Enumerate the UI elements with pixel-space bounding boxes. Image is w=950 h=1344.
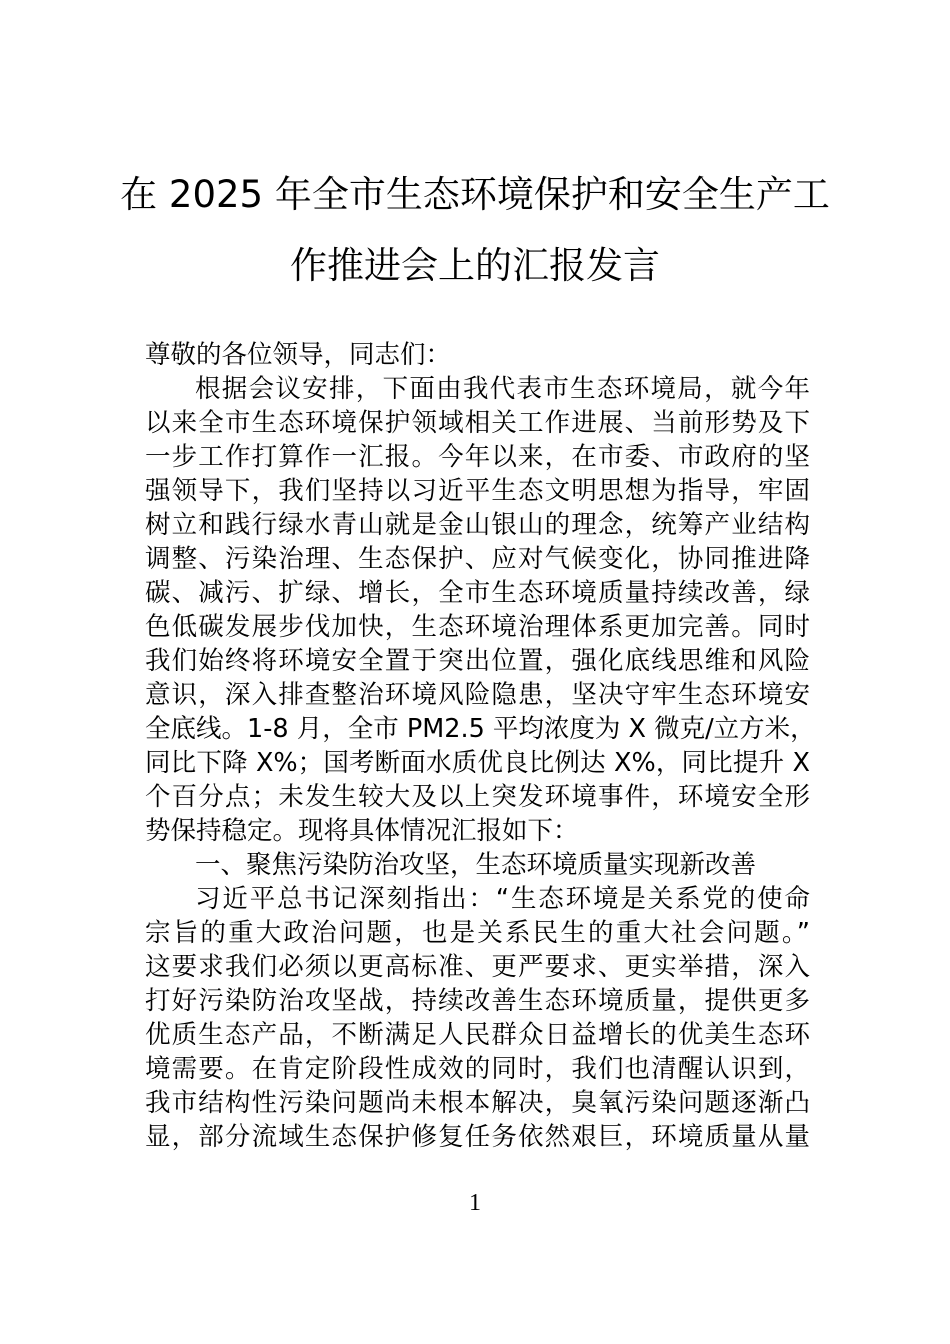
paragraph-line: 这要求我们必须以更高标准、更严要求、更实举措，深入 [145, 952, 810, 982]
paragraph-line: 树立和践行绿水青山就是金山银山的理念，统筹产业结构 [145, 510, 810, 540]
paragraph-line: 我市结构性污染问题尚未根本解决，臭氧污染问题逐渐凸 [145, 1088, 810, 1118]
section-heading: 一、聚焦污染防治攻坚，生态环境质量实现新改善 [195, 850, 757, 880]
paragraph-line: 势保持稳定。现将具体情况汇报如下： [145, 816, 579, 846]
paragraph-line: 境需要。在肯定阶段性成效的同时，我们也清醒认识到， [145, 1054, 810, 1084]
paragraph-line: 打好污染防治攻坚战，持续改善生态环境质量，提供更多 [145, 986, 810, 1016]
paragraph-line: 一步工作打算作一汇报。今年以来，在市委、市政府的坚 [145, 442, 810, 472]
paragraph-line: 习近平总书记深刻指出：“生态环境是关系党的使命 [195, 884, 810, 914]
paragraph-line: 优质生态产品，不断满足人民群众日益增长的优美生态环 [145, 1020, 810, 1050]
paragraph-line: 我们始终将环境安全置于突出位置，强化底线思维和风险 [145, 646, 810, 676]
paragraph-line: 调整、污染治理、生态保护、应对气候变化，协同推进降 [145, 544, 810, 574]
document-title-line-2: 作推进会上的汇报发言 [290, 244, 660, 287]
page-number: 1 [469, 1190, 481, 1216]
document-title-line-1: 在 2025 年全市生态环境保护和安全生产工 [120, 173, 830, 216]
paragraph-line: 个百分点；未发生较大及以上突发环境事件，环境安全形 [145, 782, 810, 812]
paragraph-line: 意识，深入排查整治环境风险隐患，坚决守牢生态环境安 [145, 680, 810, 710]
paragraph-line: 同比下降 X%；国考断面水质优良比例达 X%，同比提升 X [145, 748, 810, 778]
paragraph-line: 以来全市生态环境保护领域相关工作进展、当前形势及下 [145, 408, 810, 438]
paragraph-line: 色低碳发展步伐加快，生态环境治理体系更加完善。同时 [145, 612, 810, 642]
paragraph-line: 显，部分流域生态保护修复任务依然艰巨，环境质量从量 [145, 1122, 810, 1152]
salutation: 尊敬的各位领导，同志们： [145, 340, 452, 370]
paragraph-line: 强领导下，我们坚持以习近平生态文明思想为指导，牢固 [145, 476, 810, 506]
paragraph-line: 全底线。1-8 月，全市 PM2.5 平均浓度为 X 微克/立方米， [145, 714, 816, 744]
paragraph-line: 碳、减污、扩绿、增长，全市生态环境质量持续改善，绿 [145, 578, 810, 608]
paragraph-line: 根据会议安排，下面由我代表市生态环境局，就今年 [195, 374, 810, 404]
paragraph-line: 宗旨的重大政治问题，也是关系民生的重大社会问题。” [145, 918, 810, 948]
